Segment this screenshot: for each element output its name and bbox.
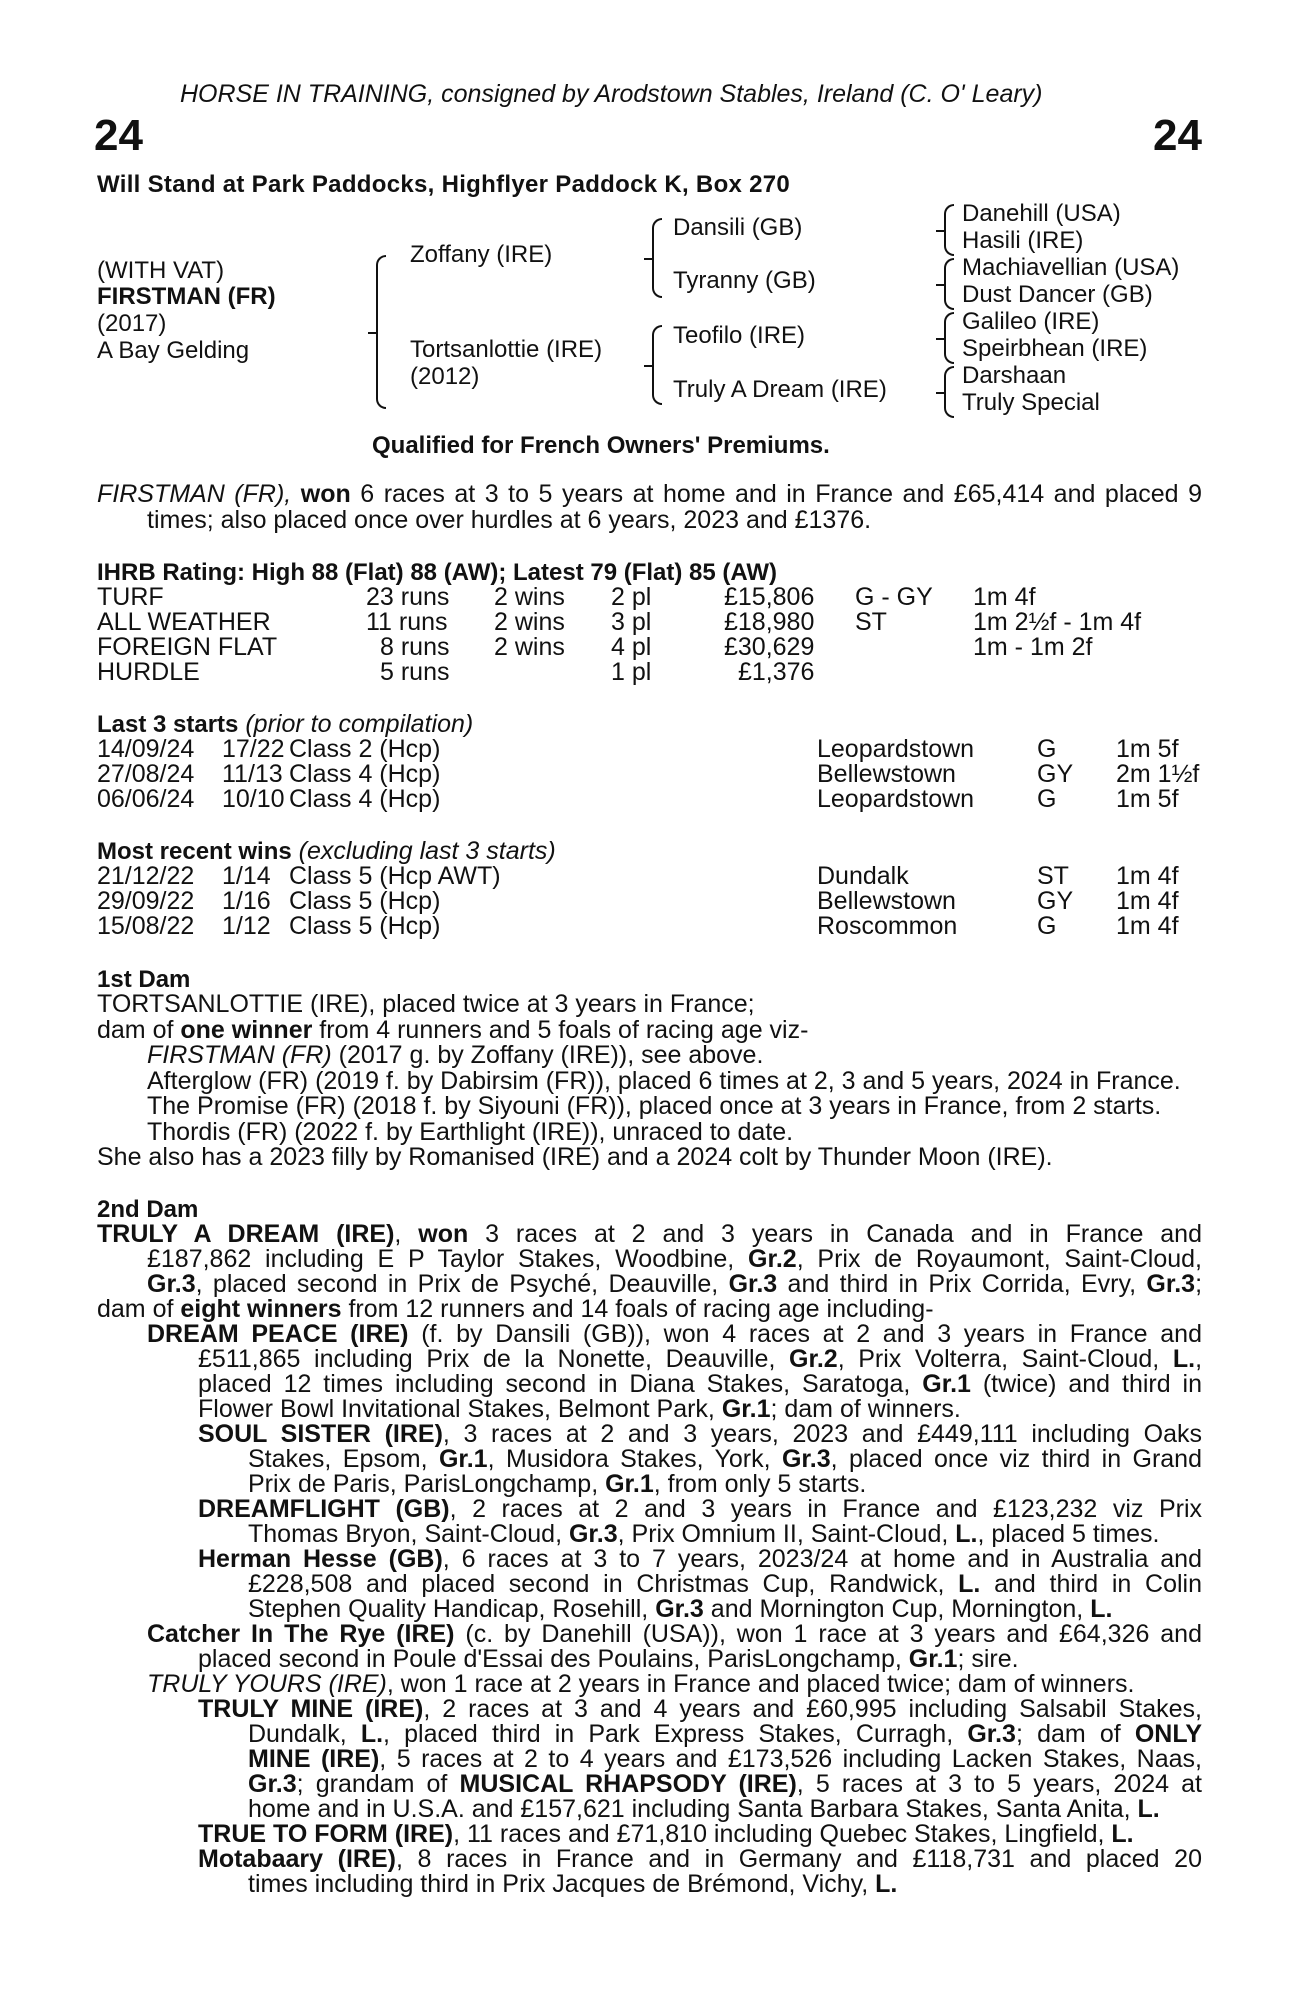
listed: L. xyxy=(958,1570,981,1598)
record-placed: 2 pl xyxy=(611,583,652,611)
second-dam-line xyxy=(198,1822,1134,1848)
record-distance: 1m 4f xyxy=(973,583,1036,611)
pedigree-brace xyxy=(652,218,662,298)
start-position: 11/13 xyxy=(222,760,283,788)
recent-wins-title: Most recent wins xyxy=(97,838,292,865)
win-date: 15/08/22 xyxy=(97,912,195,940)
produce-line: Thordis (FR) (2022 f. by Earthlight (IRE)), unraced to date. xyxy=(147,1118,794,1146)
text: , from only 5 starts. xyxy=(653,1470,867,1498)
text: and third in Colin xyxy=(980,1570,1202,1598)
text: , 6 races at 3 to 7 years, 2023/24 at home and in Australia and xyxy=(442,1545,1202,1573)
recent-wins-heading xyxy=(97,839,556,865)
stable-location: Will Stand at Park Paddocks, Highflyer Paddock K, Box 270 xyxy=(97,171,791,198)
record-going: G - GY xyxy=(855,583,933,611)
win-going: GY xyxy=(1037,887,1074,915)
record-prize: £30,629 xyxy=(724,633,815,661)
produce-name: ONLY xyxy=(1134,1720,1203,1748)
win-distance: 1m 4f xyxy=(1116,862,1179,890)
grade: Gr.1 xyxy=(605,1470,654,1498)
grade: Gr.1 xyxy=(908,1645,958,1673)
pedigree-g5: Galileo (IRE) xyxy=(962,308,1100,335)
text: , placed 5 times. xyxy=(977,1520,1160,1548)
text: from 12 runners and 14 foals of racing age including- xyxy=(341,1295,934,1323)
dam: Tortsanlottie (IRE) xyxy=(410,336,603,363)
listed: L. xyxy=(1137,1795,1160,1823)
grade: Gr.3 xyxy=(781,1445,831,1473)
pedigree-g7: Darshaan xyxy=(962,362,1067,389)
record-surface: TURF xyxy=(97,583,164,611)
dam-sire: Teofilo (IRE) xyxy=(673,322,806,349)
produce-line: The Promise (FR) (2018 f. by Siyouni (FR)), placed once at 3 years in France, from 2 starts. xyxy=(147,1092,1162,1120)
start-distance: 1m 5f xyxy=(1116,785,1179,813)
text: £187,862 including E P Taylor Stakes, Woodbine, xyxy=(147,1245,749,1273)
record-placed: 1 pl xyxy=(611,658,652,686)
second-dam-line xyxy=(248,1872,897,1898)
second-dam-line xyxy=(248,1472,866,1498)
produce-name: TRULY YOURS (IRE) xyxy=(147,1670,387,1698)
text: , placed third in Park Express Stakes, Curragh, xyxy=(383,1720,968,1748)
second-dam-line xyxy=(198,1647,1019,1673)
text: times including third in Prix Jacques de Brémond, Vichy, xyxy=(248,1870,876,1898)
pedigree-g1: Danehill (USA) xyxy=(962,200,1121,227)
grade: Gr.1 xyxy=(922,1370,971,1398)
text: £228,508 and placed second in Christmas Cup, Randwick, xyxy=(248,1570,959,1598)
text: placed 12 times including second in Diana Stakes, Saratoga, xyxy=(198,1370,923,1398)
sire-sire: Dansili (GB) xyxy=(673,214,803,241)
text: Stephen Quality Handicap, Rosehill, xyxy=(248,1595,656,1623)
record-surface: FOREIGN FLAT xyxy=(97,633,278,661)
text: , 8 races in France and in Germany and £118,731 and placed 20 xyxy=(395,1845,1202,1873)
text: ; xyxy=(1195,1270,1203,1298)
produce-name: FIRSTMAN (FR) xyxy=(147,1041,332,1069)
text: , 2 races at 3 and 4 years and £60,995 including Salsabil Stakes, xyxy=(423,1695,1202,1723)
dam-name: TRULY A DREAM (IRE) xyxy=(97,1220,395,1248)
grade: Gr.2 xyxy=(748,1245,797,1273)
win-row xyxy=(0,914,1315,940)
start-row xyxy=(0,787,1315,813)
start-race: Class 4 (Hcp) xyxy=(289,785,441,813)
produce-name: TRULY MINE (IRE) xyxy=(198,1695,424,1723)
grade: Gr.3 xyxy=(728,1270,778,1298)
summary-won: won xyxy=(300,480,351,508)
record-distance: 1m 2½f - 1m 4f xyxy=(973,608,1142,636)
text: , 11 races and £71,810 including Quebec Stakes, Lingfield, xyxy=(453,1820,1112,1848)
second-dam-line xyxy=(248,1522,1160,1548)
win-race: Class 5 (Hcp) xyxy=(289,887,441,915)
grade: Gr.3 xyxy=(655,1595,704,1623)
qualified-note: Qualified for French Owners' Premiums. xyxy=(372,432,830,459)
winners-count: one winner xyxy=(180,1016,313,1044)
win-race: Class 5 (Hcp AWT) xyxy=(289,862,501,890)
start-going: G xyxy=(1037,735,1057,763)
win-position: 1/12 xyxy=(222,912,271,940)
start-race: Class 4 (Hcp) xyxy=(289,760,441,788)
start-distance: 1m 5f xyxy=(1116,735,1179,763)
text: and third in Prix Corrida, Evry, xyxy=(777,1270,1147,1298)
pedigree-brace xyxy=(944,366,954,418)
summary-line-1 xyxy=(97,482,1202,508)
horse-name: FIRSTMAN (FR) xyxy=(97,283,276,310)
win-distance: 1m 4f xyxy=(1116,912,1179,940)
first-dam-line: TORTSANLOTTIE (IRE), placed twice at 3 years in France; xyxy=(97,990,755,1018)
win-course: Roscommon xyxy=(817,912,958,940)
produce-name: TRUE TO FORM (IRE) xyxy=(198,1820,454,1848)
record-wins: 2 wins xyxy=(494,608,565,636)
start-distance: 2m 1½f xyxy=(1116,760,1200,788)
grade: Gr.3 xyxy=(568,1520,618,1548)
grade: Gr.1 xyxy=(438,1445,488,1473)
summary-text: 6 races at 3 to 5 years at home and in France and £65,414 and placed 9 xyxy=(360,480,1203,508)
pedigree-brace xyxy=(944,312,954,364)
pedigree-brace xyxy=(944,204,954,256)
start-date: 27/08/24 xyxy=(97,760,195,788)
produce-name: DREAMFLIGHT (GB) xyxy=(198,1495,450,1523)
second-dam-line: TRULY A DREAM (IRE), won 3 races at 2 and 3 years in Canada and in France and xyxy=(97,1220,1202,1248)
text: , 5 races at 3 to 5 years, 2024 at xyxy=(796,1770,1202,1798)
second-dam-line xyxy=(248,1797,1160,1823)
record-distance: 1m - 1m 2f xyxy=(973,633,1093,661)
listed: L. xyxy=(360,1720,384,1748)
listed: L. xyxy=(875,1870,898,1898)
start-course: Bellewstown xyxy=(817,760,956,788)
text: from 4 runners and 5 foals of racing age viz- xyxy=(312,1016,809,1044)
summary-horse-name: FIRSTMAN (FR), xyxy=(97,480,292,508)
second-dam-line xyxy=(248,1597,1112,1623)
start-going: GY xyxy=(1037,760,1074,788)
pedigree-g2: Hasili (IRE) xyxy=(962,227,1084,254)
start-date: 06/06/24 xyxy=(97,785,195,813)
produce-name: Catcher In The Rye (IRE) xyxy=(147,1620,455,1648)
record-runs: 23 runs xyxy=(366,583,450,611)
start-course: Leopardstown xyxy=(817,735,975,763)
win-position: 1/16 xyxy=(222,887,271,915)
text: (c. by Danehill (USA)), won 1 race at 3 years and £64,326 and xyxy=(454,1620,1202,1648)
text: , Musidora Stakes, York, xyxy=(487,1445,782,1473)
last-starts-heading xyxy=(97,712,473,738)
lot-number-left: 24 xyxy=(94,111,143,160)
summary-line-2: times; also placed once over hurdles at 6 years, 2023 and £1376. xyxy=(147,506,872,534)
start-date: 14/09/24 xyxy=(97,735,195,763)
pedigree-brace xyxy=(944,258,954,310)
first-dam-produce-summary xyxy=(97,1018,808,1044)
text: placed second in Poule d'Essai des Poulains, ParisLongchamp, xyxy=(198,1645,909,1673)
text: 3 races at 2 and 3 years in Canada and in France and xyxy=(468,1220,1202,1248)
pedigree-brace xyxy=(652,325,662,405)
pedigree-brace xyxy=(376,255,386,409)
record-wins: 2 wins xyxy=(494,583,565,611)
second-dam-line xyxy=(97,1297,934,1323)
text: and Mornington Cup, Mornington, xyxy=(703,1595,1091,1623)
record-prize: £15,806 xyxy=(724,583,815,611)
sire: Zoffany (IRE) xyxy=(410,241,553,268)
grade: Gr.3 xyxy=(1146,1270,1196,1298)
record-runs: 5 runs xyxy=(380,658,450,686)
record-placed: 4 pl xyxy=(611,633,652,661)
start-position: 10/10 xyxy=(222,785,285,813)
recent-wins-note: (excluding last 3 starts) xyxy=(298,837,556,865)
pedigree-g3: Machiavellian (USA) xyxy=(962,254,1180,281)
text: ; grandam of xyxy=(296,1770,460,1798)
text: Thomas Bryon, Saint-Cloud, xyxy=(248,1520,569,1548)
horse-year: (2017) xyxy=(97,310,167,337)
text: ; sire. xyxy=(957,1645,1019,1673)
text: £511,865 including Prix de la Nonette, Deauville, xyxy=(198,1345,790,1373)
grade: Gr.3 xyxy=(147,1270,196,1298)
text: , xyxy=(1195,1345,1203,1373)
lot-number-right: 24 xyxy=(1153,111,1202,160)
listed: L. xyxy=(1090,1595,1113,1623)
text: , placed second in Prix de Psyché, Deauville, xyxy=(195,1270,729,1298)
listed: L. xyxy=(1111,1820,1134,1848)
text: Prix de Paris, ParisLongchamp, xyxy=(248,1470,606,1498)
record-going: ST xyxy=(855,608,887,636)
won-label: won xyxy=(418,1220,469,1248)
text: (twice) and third in xyxy=(970,1370,1202,1398)
text: dam of xyxy=(97,1016,181,1044)
grade: Gr.3 xyxy=(248,1770,297,1798)
text: , placed once viz third in Grand xyxy=(830,1445,1202,1473)
text: ; dam of winners. xyxy=(770,1395,961,1423)
record-surface: HURDLE xyxy=(97,658,200,686)
text: , 2 races at 2 and 3 years in France and £123,232 viz Prix xyxy=(449,1495,1202,1523)
win-date: 29/09/22 xyxy=(97,887,195,915)
produce-name: Motabaary (IRE) xyxy=(198,1845,396,1873)
record-wins: 2 wins xyxy=(494,633,565,661)
record-prize: £18,980 xyxy=(724,608,815,636)
win-race: Class 5 (Hcp) xyxy=(289,912,441,940)
text: home and in U.S.A. and £157,621 including Santa Barbara Stakes, Santa Anita, xyxy=(248,1795,1138,1823)
start-position: 17/22 xyxy=(222,735,285,763)
ihrb-rating: IHRB Rating: High 88 (Flat) 88 (AW); Latest 79 (Flat) 85 (AW) xyxy=(97,559,778,586)
listed: L. xyxy=(955,1520,978,1548)
produce-name: MUSICAL RHAPSODY (IRE) xyxy=(459,1770,797,1798)
dam-dam: Truly A Dream (IRE) xyxy=(673,376,887,403)
horse-description: A Bay Gelding xyxy=(97,337,250,364)
record-runs: 8 runs xyxy=(380,633,450,661)
record-prize: £1,376 xyxy=(738,658,815,686)
text: (f. by Dansili (GB)), won 4 races at 2 and 3 years in France and xyxy=(408,1320,1202,1348)
second-dam-heading: 2nd Dam xyxy=(97,1196,199,1223)
text: ; dam of xyxy=(1015,1720,1135,1748)
produce-name: SOUL SISTER (IRE) xyxy=(198,1420,443,1448)
text: , 5 races at 2 to 4 years and £173,526 including Lacken Stakes, Naas, xyxy=(379,1745,1202,1773)
produce-text: (2017 g. by Zoffany (IRE)), see above. xyxy=(331,1041,764,1069)
win-distance: 1m 4f xyxy=(1116,887,1179,915)
sire-dam: Tyranny (GB) xyxy=(673,267,816,294)
dam-year: (2012) xyxy=(410,363,480,390)
produce-name: DREAM PEACE (IRE) xyxy=(147,1320,409,1348)
record-placed: 3 pl xyxy=(611,608,652,636)
win-position: 1/14 xyxy=(222,862,271,890)
text: Flower Bowl Invitational Stakes, Belmont Park, xyxy=(198,1395,722,1423)
start-going: G xyxy=(1037,785,1057,813)
win-going: ST xyxy=(1037,862,1069,890)
text: Stakes, Epsom, xyxy=(248,1445,439,1473)
grade: Gr.2 xyxy=(789,1345,838,1373)
text: , won 1 race at 2 years in France and placed twice; dam of winners. xyxy=(386,1670,1135,1698)
win-going: G xyxy=(1037,912,1057,940)
record-row xyxy=(0,660,1315,686)
last-starts-note: (prior to compilation) xyxy=(245,710,474,738)
win-course: Bellewstown xyxy=(817,887,956,915)
text: dam of xyxy=(97,1295,181,1323)
win-date: 21/12/22 xyxy=(97,862,195,890)
produce-name: MINE (IRE) xyxy=(248,1745,380,1773)
pedigree-g4: Dust Dancer (GB) xyxy=(962,281,1153,308)
pedigree-g8: Truly Special xyxy=(962,389,1100,416)
record-surface: ALL WEATHER xyxy=(97,608,271,636)
win-course: Dundalk xyxy=(817,862,909,890)
text: , 3 races at 2 and 3 years, 2023 and £449,111 including Oaks xyxy=(442,1420,1202,1448)
produce-line xyxy=(147,1043,763,1069)
start-course: Leopardstown xyxy=(817,785,975,813)
vat-note: (WITH VAT) xyxy=(97,257,225,284)
grade: Gr.1 xyxy=(721,1395,771,1423)
first-dam-foals-note: She also has a 2023 filly by Romanised (IRE) and a 2024 colt by Thunder Moon (IRE). xyxy=(97,1143,1053,1171)
second-dam-line xyxy=(198,1397,961,1423)
record-runs: 11 runs xyxy=(366,608,448,636)
produce-name: Herman Hesse (GB) xyxy=(198,1545,443,1573)
text: , Prix Omnium II, Saint-Cloud, xyxy=(617,1520,956,1548)
pedigree-g6: Speirbhean (IRE) xyxy=(962,335,1148,362)
last-starts-title: Last 3 starts xyxy=(97,711,239,738)
second-dam-line xyxy=(147,1672,1135,1698)
text: , Prix Volterra, Saint-Cloud, xyxy=(837,1345,1173,1373)
grade: Gr.3 xyxy=(967,1720,1016,1748)
listed: L. xyxy=(1172,1345,1196,1373)
start-race: Class 2 (Hcp) xyxy=(289,735,441,763)
text: Dundalk, xyxy=(248,1720,361,1748)
consignment-header: HORSE IN TRAINING, consigned by Arodstown Stables, Ireland (C. O' Leary) xyxy=(180,80,1043,108)
text: , Prix de Royaumont, Saint-Cloud, xyxy=(796,1245,1202,1273)
winners-count: eight winners xyxy=(180,1295,342,1323)
produce-line: Afterglow (FR) (2019 f. by Dabirsim (FR)), placed 6 times at 2, 3 and 5 years, 2024 in France. xyxy=(147,1067,1181,1095)
first-dam-heading: 1st Dam xyxy=(97,966,191,993)
